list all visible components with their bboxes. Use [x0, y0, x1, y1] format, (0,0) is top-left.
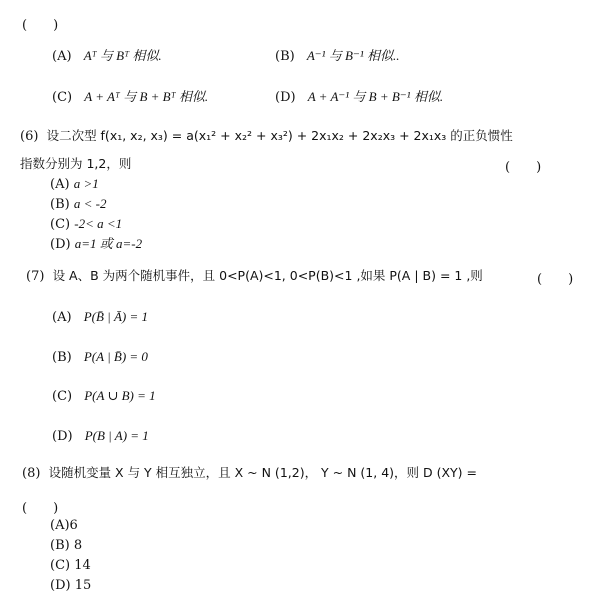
- option-text: a < -2: [73, 196, 107, 211]
- option-text: P(B̄ | Ā) = 1: [83, 309, 149, 324]
- option-text: a >1: [73, 176, 99, 191]
- option-text: A + A⁻¹ 与 B + B⁻¹ 相似.: [307, 89, 444, 104]
- option-text: a=1 或 a=-2: [74, 236, 143, 251]
- option-text: Aᵀ 与 Bᵀ 相似.: [83, 48, 162, 63]
- question-number: (7): [26, 269, 45, 284]
- q8-option-d: [50, 578, 91, 594]
- option-label: (B): [52, 350, 72, 365]
- option-b: [275, 48, 400, 65]
- q6-option-c: [50, 216, 122, 233]
- option-label: (B): [275, 49, 295, 64]
- q7-option-c: [52, 388, 156, 405]
- question-6-stem: [20, 128, 513, 145]
- answer-bracket: ( ): [537, 272, 574, 287]
- q8-option-a: [50, 518, 78, 534]
- option-label: (C): [50, 217, 71, 232]
- question-text: 设随机变量 X 与 Y 相互独立，且 X ~ N (1,2)， Y ~ N (1, 4)，则 D (XY) =: [48, 465, 477, 480]
- option-text: A + Aᵀ 与 B + Bᵀ 相似.: [84, 89, 209, 104]
- question-6-stem-continued: 指数分别为 1,2，则: [20, 156, 132, 171]
- option-label: (B): [50, 538, 70, 553]
- q6-option-d: [50, 236, 142, 253]
- option-text: 14: [74, 558, 91, 573]
- answer-bracket: ( ): [22, 18, 59, 33]
- option-text: A⁻¹ 与 B⁻¹ 相似..: [306, 48, 400, 63]
- option-text: P(A | B̄) = 0: [83, 349, 148, 364]
- option-c: [52, 89, 208, 106]
- option-text: P(B | A) = 1: [84, 428, 149, 443]
- option-text: P(A ∪ B) = 1: [84, 388, 156, 403]
- option-text: 15: [74, 578, 92, 593]
- question-7-stem: [26, 268, 483, 285]
- question-number: (6): [20, 129, 39, 144]
- q8-option-b: [50, 538, 82, 554]
- option-label: (D): [50, 578, 71, 593]
- option-label: (D): [275, 90, 296, 105]
- option-label: (C): [50, 558, 71, 573]
- question-text: 设二次型 f(x₁, x₂, x₃) = a(x₁² + x₂² + x₃²) + 2x₁x₂ + 2x₂x₃ + 2x₁x₃ 的正负惯性: [46, 128, 513, 143]
- option-label: (C): [52, 90, 73, 105]
- q7-option-a: [52, 309, 148, 326]
- option-a: [52, 48, 162, 65]
- q6-option-b: [50, 196, 106, 213]
- q7-option-d: [52, 428, 149, 445]
- option-text: 6: [69, 518, 78, 533]
- option-text: 8: [73, 538, 83, 553]
- question-8-stem: [22, 465, 477, 482]
- question-text: 设 A、B 为两个随机事件，且 0<P(A)<1, 0<P(B)<1 ,如果 P(A | B) = 1 ,则: [52, 268, 483, 283]
- option-label: (A): [52, 49, 72, 64]
- q7-option-b: [52, 349, 148, 366]
- option-label: (A): [52, 310, 72, 325]
- option-d: [275, 89, 443, 106]
- option-label: (A): [50, 177, 70, 192]
- q6-option-a: [50, 176, 99, 193]
- option-label: (D): [52, 429, 73, 444]
- option-label: (D): [50, 237, 71, 252]
- option-label: (B): [50, 197, 70, 212]
- question-number: (8): [22, 466, 41, 481]
- option-label: (A): [50, 518, 70, 533]
- q8-option-c: [50, 558, 91, 574]
- answer-bracket: ( ): [22, 501, 59, 516]
- option-text: -2< a <1: [74, 216, 123, 231]
- option-label: (C): [52, 389, 73, 404]
- answer-bracket: ( ): [505, 160, 542, 175]
